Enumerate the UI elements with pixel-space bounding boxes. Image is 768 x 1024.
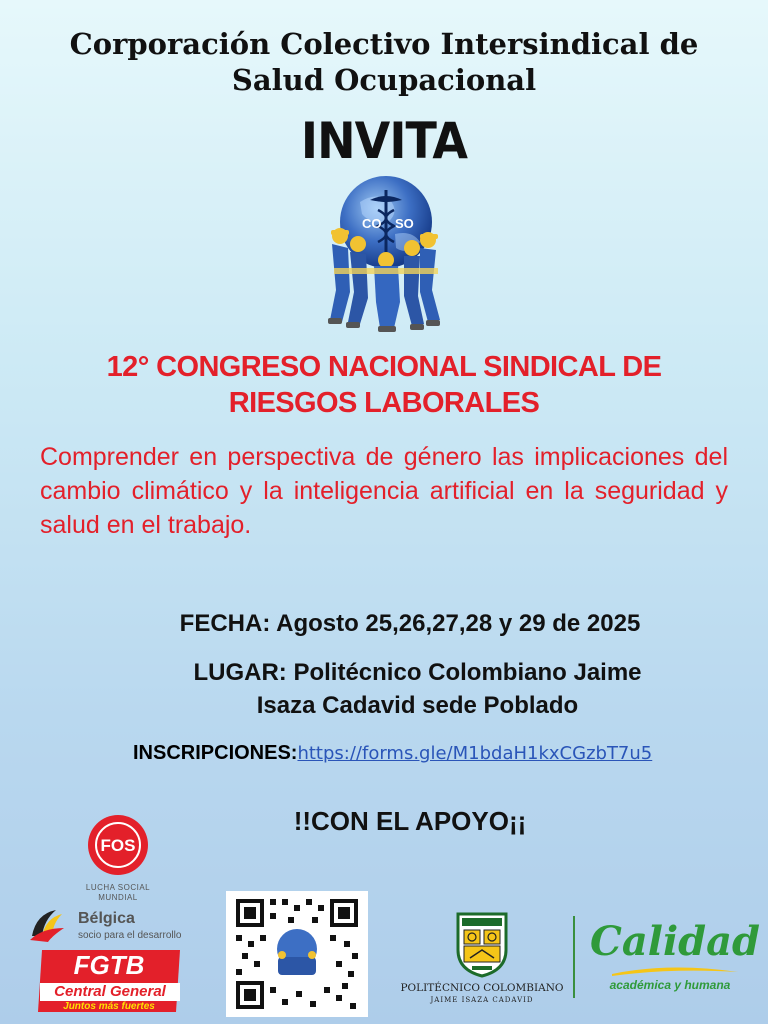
qr-code[interactable]	[226, 891, 368, 1017]
belgica-name: Bélgica	[78, 910, 135, 927]
registration	[133, 742, 753, 765]
fgtb-tagline: Juntos más fuertes	[63, 1001, 155, 1012]
congress-title-line1: 12° CONGRESO NACIONAL SINDICAL DE	[106, 351, 662, 383]
fos-caption-line2: MUNDIAL	[98, 893, 138, 902]
calidad-swoosh-icon	[610, 964, 740, 978]
event-location-line2: Isaza Cadavid sede Poblado	[256, 692, 579, 719]
fgtb-logo	[38, 950, 180, 1012]
congress-title	[40, 349, 728, 421]
fgtb-central-band	[40, 983, 180, 1001]
politecnico-subtitle: JAIME ISAZA CADAVID	[430, 996, 534, 1004]
fos-circle-icon	[85, 812, 151, 878]
organization-title	[0, 26, 768, 98]
congress-objective: Comprender en perspectiva de género las implicaciones del cambio climático y la inteligencia artificial en la seguridad y salud en el trabajo.	[40, 443, 728, 539]
invita-heading: INVITA	[300, 112, 468, 170]
fgtb-name: FGTB	[73, 950, 145, 980]
logo-divider	[573, 916, 575, 998]
event-location-line1: LUGAR: Politécnico Colombiano Jaime	[193, 659, 642, 686]
organization-title-line2: Salud Ocupacional	[231, 63, 537, 97]
fos-caption-line1: LUCHA SOCIAL	[85, 883, 151, 892]
support-heading: !!CON EL APOYO¡¡	[293, 806, 527, 836]
politecnico-shield-icon	[454, 910, 510, 978]
calidad-tagline: académica y humana	[609, 978, 731, 992]
logo-left-text: CO	[362, 216, 382, 231]
belgica-flag-icon	[28, 906, 68, 944]
event-location	[0, 656, 768, 722]
caduceus-globe-workers-icon	[300, 172, 470, 337]
logo-right-text: SO	[395, 216, 414, 231]
calidad-word: Calidad	[590, 918, 760, 965]
fos-name: FOS	[100, 836, 136, 855]
fos-logo	[78, 812, 158, 903]
event-date: FECHA: Agosto 25,26,27,28 y 29 de 2025	[179, 610, 641, 637]
qr-code-icon	[226, 891, 368, 1017]
fgtb-central-label: Central General	[54, 983, 166, 1000]
registration-link[interactable]: https://forms.gle/M1bdaH1kxCGzbT7u5	[297, 743, 653, 764]
politecnico-name: POLITÉCNICO COLOMBIANO	[400, 982, 564, 994]
organization-title-line1: Corporación Colectivo Intersindical de	[69, 27, 699, 61]
belgica-tagline: socio para el desarrollo	[78, 930, 182, 941]
congress-title-line2: RIESGOS LABORALES	[228, 387, 540, 419]
registration-label: INSCRIPCIONES:	[133, 742, 298, 764]
coso-logo	[300, 172, 470, 342]
